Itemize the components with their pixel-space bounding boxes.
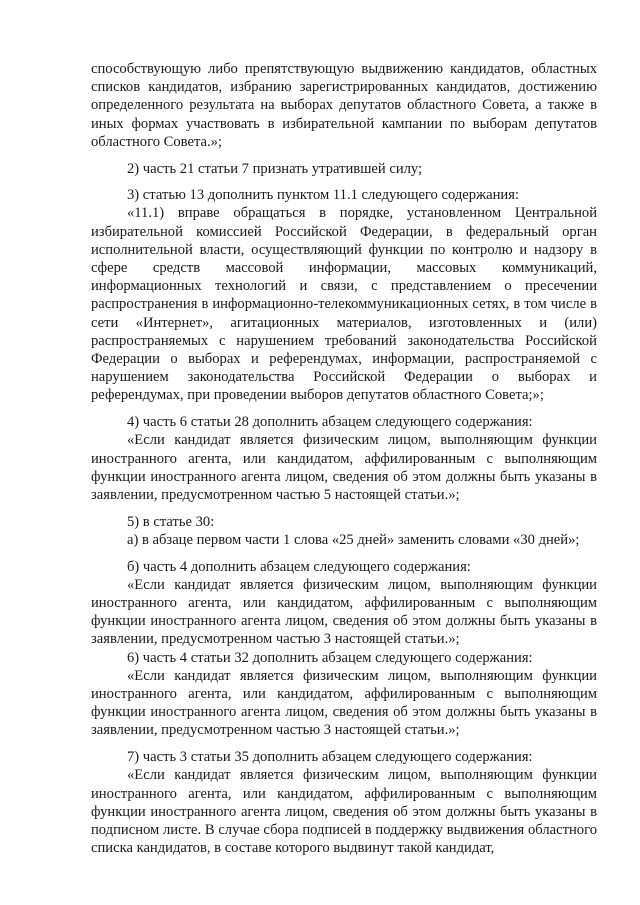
paragraph-item-3: 3) статью 13 дополнить пунктом 11.1 следующего содержания:: [127, 187, 519, 204]
paragraph-continuation: способствующую либо препятствующую выдвижению кандидатов, областных списков кандидатов, избранию зарегистрированных кандидатов, достижению определенного результата на выборах депутатов областного Совета, а также в иных формах участвовать в избирательной кампании по выборам депутатов областного Совета.»;: [91, 61, 597, 150]
paragraph-item-5: 5) в статье 30:: [127, 513, 215, 530]
paragraph-item-4: 4) часть 6 статьи 28 дополнить абзацем следующего содержания:: [127, 414, 533, 431]
paragraph-item-3-text: «11.1) вправе обращаться в порядке, установленном Центральной избирательной комиссией Российской Федерации, в федеральный орган исполнительной власти, осуществляющий функции по контролю и надзору в сфере средств массовой информации, массовых коммуникаций, информационных технологий и связи, с представлением о пресечении распространения в информационно-телекоммуникационных сетях, в том числе в сети «Интернет», агитационных материалов, изготовленных и (или) распространяемых с нарушением требований законодательства Российской Федерации о выборах и референдумах, информации, распространяемой с нарушением законодательства Российской Федерации о выборах и референдумах, при проведении выборов депутатов областного Совета;»;: [91, 205, 597, 404]
document-body: [91, 60, 597, 857]
paragraph-item-4-text: «Если кандидат является физическим лицом, выполняющим функции иностранного агента, или кандидатом, аффилированным с выполняющим функции иностранного агента лицом, сведения об этом должны быть указаны в заявлении, предусмотренном частью 5 настоящей статьи.»;: [91, 432, 597, 503]
paragraph-item-6-text: «Если кандидат является физическим лицом, выполняющим функции иностранного агента, или кандидатом, аффилированным с выполняющим функции иностранного агента лицом, сведения об этом должны быть указаны в заявлении, предусмотренном частью 3 настоящей статьи.»;: [91, 667, 597, 739]
paragraph-item-7: 7) часть 3 статьи 35 дополнить абзацем следующего содержания:: [127, 749, 533, 766]
paragraph-item-5b-text: «Если кандидат является физическим лицом, выполняющим функции иностранного агента, или кандидатом, аффилированным с выполняющим функции иностранного агента лицом, сведения об этом должны быть указаны в заявлении, предусмотренном частью 3 настоящей статьи.»;: [91, 576, 597, 648]
paragraph-item-7-text: «Если кандидат является физическим лицом, выполняющим функции иностранного агента, или кандидатом, аффилированным с выполняющим функции иностранного агента лицом, сведения об этом должны быть указаны в подписном листе. В случае сбора подписей в поддержку выдвижения областного списка кандидатов, в составе которого выдвинут такой кандидат,: [91, 767, 597, 857]
paragraph-item-2: 2) часть 21 статьи 7 признать утратившей силу;: [127, 160, 423, 177]
paragraph-item-6: 6) часть 4 статьи 32 дополнить абзацем следующего содержания:: [127, 649, 533, 666]
paragraph-item-5b: б) часть 4 дополнить абзацем следующего содержания:: [127, 558, 471, 575]
paragraph-item-5a: а) в абзаце первом части 1 слова «25 дней» заменить словами «30 дней»;: [127, 531, 580, 548]
